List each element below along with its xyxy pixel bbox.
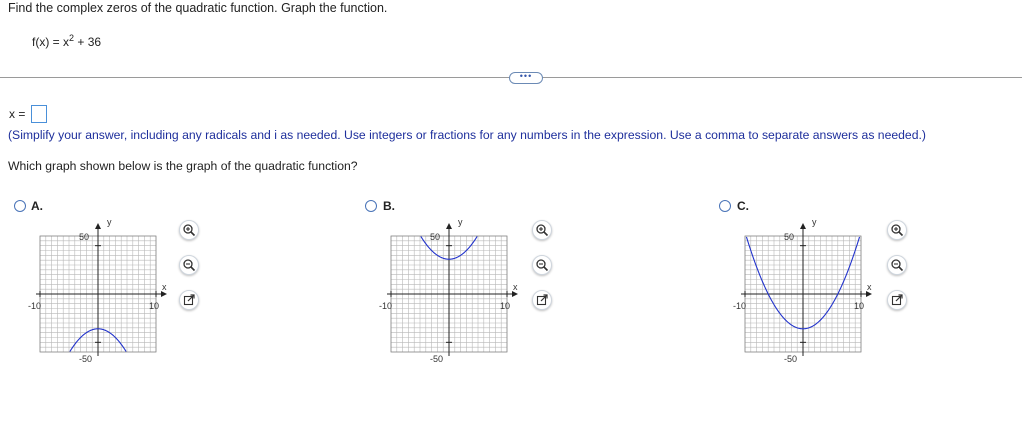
graph-xmin-label: -10 [28,301,42,311]
graph-x-axis-label: x [162,282,167,292]
graph-y-axis-label: y [107,217,112,227]
option-b-radio[interactable] [365,200,377,212]
option-b-graph [379,214,524,364]
y-axis-arrow [446,223,452,229]
option-c-label[interactable]: C. [737,199,749,213]
external-link-icon [182,293,196,307]
graph-xmax-label: 10 [500,301,511,311]
external-link-icon [535,293,549,307]
option-a-radio[interactable] [14,200,26,212]
graph-ymin-label: -50 [784,354,798,364]
option-a-graph [28,214,173,364]
option-c-zoom-in-button[interactable] [887,220,907,240]
instruction-hint: (Simplify your answer, including any radicals and i as needed. Use integers or fractions for any numbers in the expression. Use a comma to separate answers as needed.) [8,128,926,142]
graph-ymax-label: 50 [79,232,90,242]
graph-xmin-label: -10 [733,301,747,311]
graph-question: Which graph shown below is the graph of the quadratic function? [8,159,358,173]
function-rhs: + 36 [74,35,102,49]
graph-y-axis-label: y [812,217,817,227]
y-axis-arrow [800,223,806,229]
zoom-out-icon [182,258,196,272]
option-a-zoom-out-button[interactable] [179,255,199,275]
function-lhs: f(x) = x [32,35,70,49]
graph-xmax-label: 10 [149,301,160,311]
option-b-label[interactable]: B. [383,199,395,213]
zoom-in-icon [890,223,904,237]
graph-xmax-label: 10 [854,301,865,311]
option-b-expand-button[interactable] [532,290,552,310]
option-a-expand-button[interactable] [179,290,199,310]
zoom-out-icon [890,258,904,272]
option-c-graph [733,214,878,364]
more-button[interactable]: ••• [509,72,543,84]
graph-y-axis-label: y [458,217,463,227]
option-a-zoom-in-button[interactable] [179,220,199,240]
y-axis-arrow [95,223,101,229]
option-b-zoom-in-button[interactable] [532,220,552,240]
external-link-icon [890,293,904,307]
graph-x-axis-label: x [513,282,518,292]
answer-input[interactable] [31,105,47,123]
option-c-expand-button[interactable] [887,290,907,310]
function-expression [32,33,101,49]
graph-ymin-label: -50 [79,354,93,364]
function-exponent: 2 [69,33,75,43]
zoom-in-icon [535,223,549,237]
graph-ymax-label: 50 [784,232,795,242]
question-text: Find the complex zeros of the quadratic function. Graph the function. [8,1,388,15]
graph-ymin-label: -50 [430,354,444,364]
zoom-out-icon [535,258,549,272]
option-c-zoom-out-button[interactable] [887,255,907,275]
graph-ymax-label: 50 [430,232,441,242]
option-c-radio[interactable] [719,200,731,212]
graph-x-axis-label: x [867,282,872,292]
option-a-label[interactable]: A. [31,199,43,213]
zoom-in-icon [182,223,196,237]
option-b-zoom-out-button[interactable] [532,255,552,275]
answer-label: x = [9,107,26,121]
graph-xmin-label: -10 [379,301,393,311]
